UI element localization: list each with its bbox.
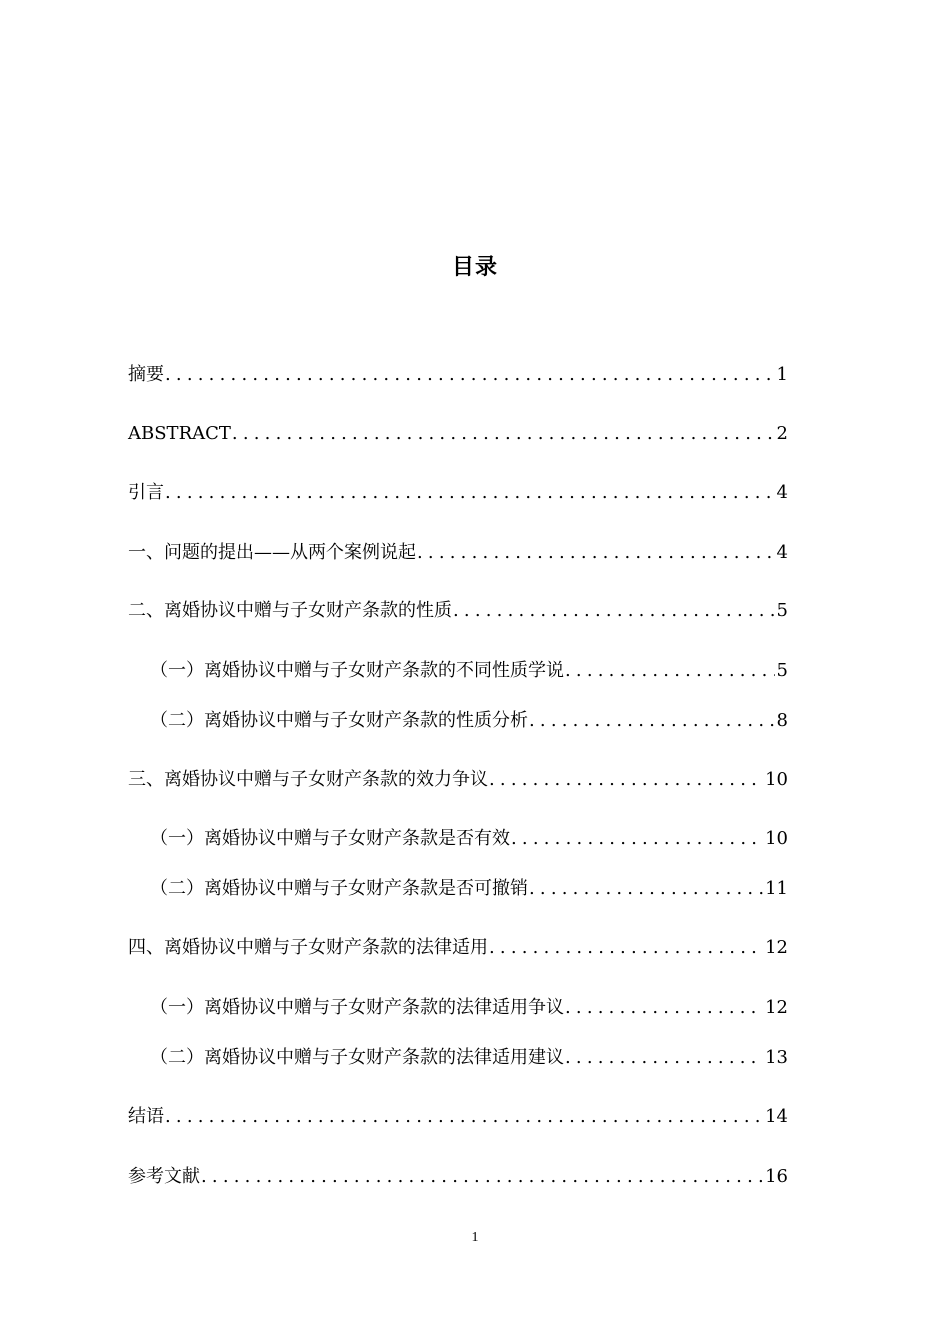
toc-entry[interactable] <box>128 421 788 447</box>
toc-dot-leader <box>453 598 775 624</box>
toc-entry[interactable] <box>128 935 788 961</box>
toc-entry-label: 结语 <box>128 1106 164 1127</box>
toc-dot-leader <box>232 421 775 447</box>
toc-dot-leader <box>565 995 763 1021</box>
toc-entry[interactable] <box>128 598 788 624</box>
toc-entry-label: 三、离婚协议中赠与子女财产条款的效力争议 <box>128 769 488 790</box>
toc-entry-page: 14 <box>765 1106 788 1127</box>
toc-dot-leader <box>165 480 775 506</box>
toc-entry-page: 11 <box>765 878 788 899</box>
toc-entry-page: 12 <box>765 997 788 1018</box>
toc-dot-leader <box>529 708 775 734</box>
toc-entry-label: （二）离婚协议中赠与子女财产条款的性质分析 <box>150 710 528 731</box>
toc-entry-page: 12 <box>765 937 788 958</box>
toc-entry-page: 5 <box>776 600 788 621</box>
toc-entry-page: 16 <box>765 1166 788 1187</box>
toc-entry-label: （二）离婚协议中赠与子女财产条款是否可撤销 <box>150 878 528 899</box>
toc-entry-page: 4 <box>776 542 788 563</box>
toc-entry-label: （一）离婚协议中赠与子女财产条款的不同性质学说 <box>150 660 564 681</box>
toc-entry[interactable] <box>128 362 788 388</box>
toc-dot-leader <box>565 1045 763 1071</box>
toc-dot-leader <box>489 767 763 793</box>
toc-entry-page: 10 <box>765 769 788 790</box>
toc-entry-label: 四、离婚协议中赠与子女财产条款的法律适用 <box>128 937 488 958</box>
toc-entry[interactable] <box>150 1045 788 1071</box>
toc-entry[interactable] <box>150 658 788 684</box>
toc-entry[interactable] <box>128 1164 788 1190</box>
toc-entry-page: 1 <box>776 364 788 385</box>
toc-entry-label: 引言 <box>128 482 164 503</box>
toc-entry-label: （一）离婚协议中赠与子女财产条款的法律适用争议 <box>150 997 564 1018</box>
toc-entry-label: （二）离婚协议中赠与子女财产条款的法律适用建议 <box>150 1047 564 1068</box>
toc-entry-page: 5 <box>776 660 788 681</box>
toc-entry-page: 8 <box>776 710 788 731</box>
toc-entry-label: 摘要 <box>128 364 164 385</box>
toc-dot-leader <box>165 1104 763 1130</box>
toc-entry-label: ABSTRACT <box>128 423 231 444</box>
toc-entry[interactable] <box>150 995 788 1021</box>
toc-dot-leader <box>565 658 775 684</box>
toc-dot-leader <box>489 935 763 961</box>
toc-entry[interactable] <box>150 708 788 734</box>
toc-entry-label: （一）离婚协议中赠与子女财产条款是否有效 <box>150 828 510 849</box>
toc-dot-leader <box>201 1164 763 1190</box>
toc-dot-leader <box>511 826 763 852</box>
toc-entry-page: 4 <box>776 482 788 503</box>
toc-entry[interactable] <box>128 767 788 793</box>
toc-entry-label: 一、问题的提出——从两个案例说起 <box>128 542 416 563</box>
toc-entry[interactable] <box>150 826 788 852</box>
toc-dot-leader <box>165 362 775 388</box>
toc-dot-leader <box>529 876 763 902</box>
toc-entry[interactable] <box>128 540 788 566</box>
toc-entry-label: 参考文献 <box>128 1166 200 1187</box>
toc-entry-page: 13 <box>765 1047 788 1068</box>
toc-entry-page: 10 <box>765 828 788 849</box>
toc-entry-label: 二、离婚协议中赠与子女财产条款的性质 <box>128 600 452 621</box>
toc-entry[interactable] <box>128 480 788 506</box>
toc-entry[interactable] <box>150 876 788 902</box>
toc-entry-page: 2 <box>776 423 788 444</box>
toc-entry[interactable] <box>128 1104 788 1130</box>
footer-page-number: 1 <box>471 1230 479 1245</box>
toc-dot-leader <box>417 540 775 566</box>
page-title: 目录 <box>451 255 498 280</box>
